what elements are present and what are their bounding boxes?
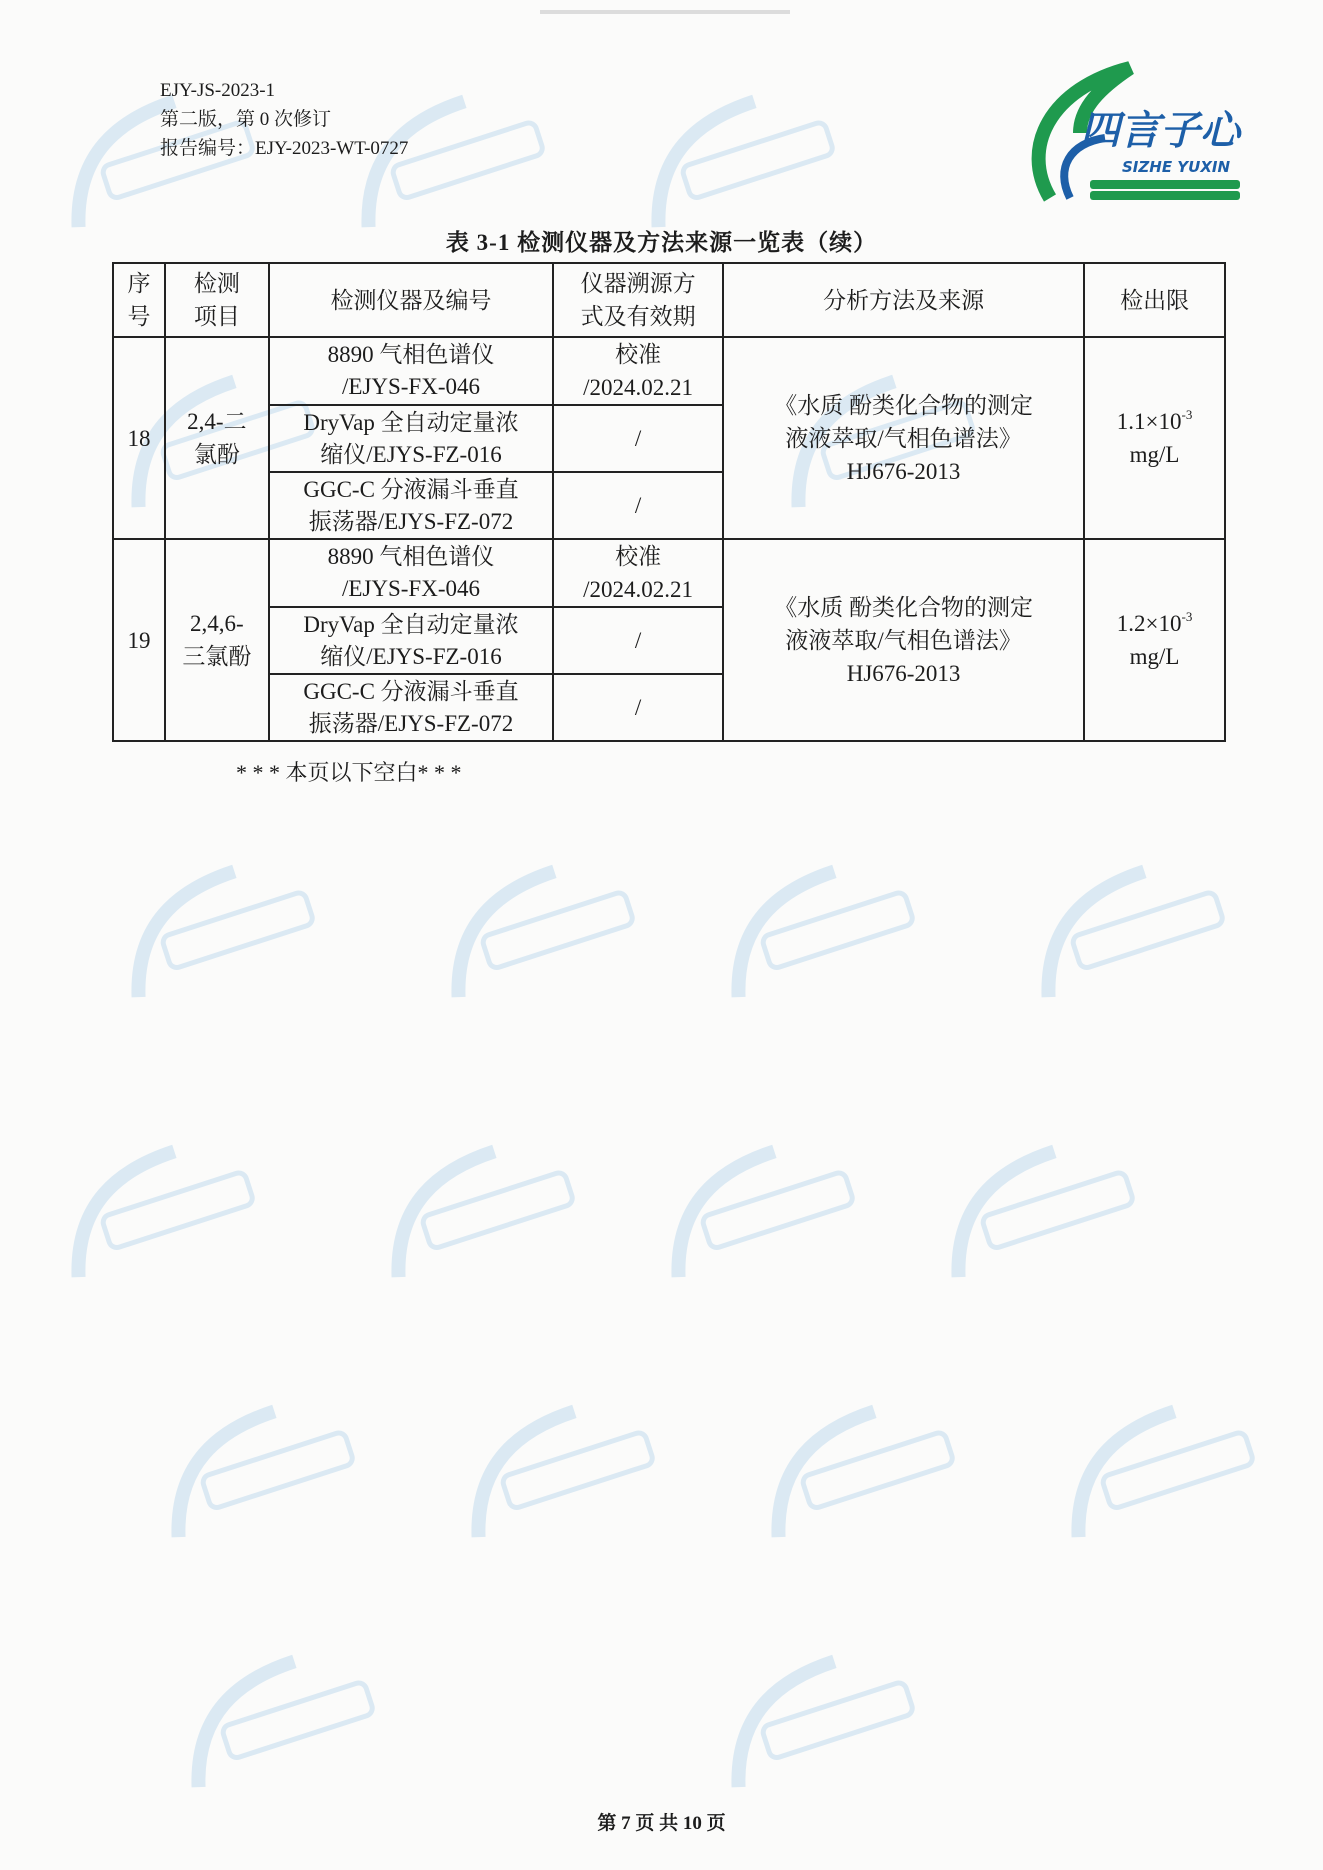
traceability-cell: / [553,674,723,741]
watermark-logo [996,828,1255,1023]
watermark-logo [726,1368,985,1563]
svg-text:四言子心: 四言子心 [1080,108,1240,154]
instrument-cell: 8890 气相色谱仪 /EJYS-FX-046 [269,337,553,405]
table-title: 表 3-1 检测仪器及方法来源一览表（续） [445,230,878,255]
blank-page-note: * * * 本页以下空白* * * [236,760,462,785]
item-cell: 2,4,6- 三氯酚 [165,539,269,741]
instrument-cell: GGC-C 分液漏斗垂直 振荡器/EJYS-FZ-072 [269,674,553,741]
traceability-cell: / [553,472,723,539]
instrument-cell: DryVap 全自动定量浓 缩仪/EJYS-FZ-016 [269,607,553,674]
watermark-logo [146,1618,405,1813]
instrument-method-table [112,262,1226,742]
limit-cell: $1.2\times 10^{-3}$ mg/L [1084,539,1225,741]
watermark-logo [426,1368,685,1563]
instrument-cell: DryVap 全自动定量浓 缩仪/EJYS-FZ-016 [269,405,553,472]
doc-code: EJY-JS-2023-1 [160,80,276,101]
traceability-cell: 校准 /2024.02.21 [553,337,723,405]
watermark-logo [86,828,345,1023]
traceability-cell: / [553,607,723,674]
watermark-logo [346,1108,605,1303]
seq-cell: 18 [113,337,165,539]
method-cell: 《水质 酚类化合物的测定 液液萃取/气相色谱法》 HJ676-2013 [723,539,1084,741]
method-cell: 《水质 酚类化合物的测定 液液萃取/气相色谱法》 HJ676-2013 [723,337,1084,539]
seq-cell: 19 [113,539,165,741]
watermark-logo [626,1108,885,1303]
traceability-cell: 校准 /2024.02.21 [553,539,723,607]
watermark-logo [1026,1368,1285,1563]
instrument-cell: GGC-C 分液漏斗垂直 振荡器/EJYS-FZ-072 [269,472,553,539]
scan-artifact [540,10,790,14]
table-row [113,337,1225,405]
watermark-logo [686,1618,945,1813]
report-number: 报告编号：EJY-2023-WT-0727 [160,138,409,159]
watermark-logo [406,828,665,1023]
header-item: 检测 项目 [165,263,269,337]
traceability-cell: / [553,405,723,472]
page-number: 第 7 页 共 10 页 [597,1813,726,1834]
header-method: 分析方法及来源 [723,263,1084,337]
header-limit: 检出限 [1084,263,1225,337]
watermark-logo [686,828,945,1023]
edition-info: 第二版，第 0 次修订 [160,109,332,130]
watermark-logo [26,1108,285,1303]
header-traceability: 仪器溯源方 式及有效期 [553,263,723,337]
watermark-logo [126,1368,385,1563]
svg-text:SIZHE YUXIN: SIZHE YUXIN [1122,158,1231,176]
watermark-logo [906,1108,1165,1303]
instrument-cell: 8890 气相色谱仪 /EJYS-FX-046 [269,539,553,607]
company-logo [1010,48,1250,208]
limit-cell: $1.1\times 10^{-3}$ mg/L [1084,337,1225,539]
table-header-row [113,263,1225,337]
item-cell: 2,4-二 氯酚 [165,337,269,539]
document-header [160,76,408,163]
header-seq: 序 号 [113,263,165,337]
header-instrument: 检测仪器及编号 [269,263,553,337]
table-row [113,539,1225,607]
